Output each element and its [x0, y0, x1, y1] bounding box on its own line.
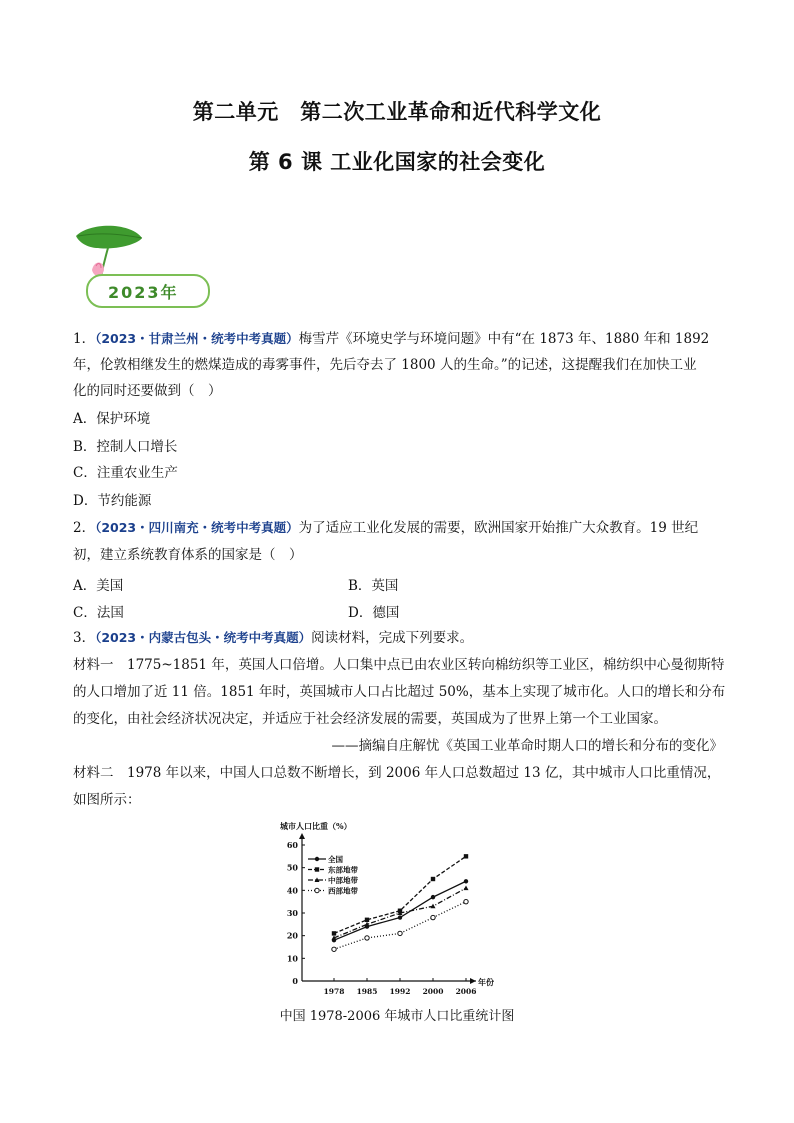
year-label: 2023年 — [108, 283, 179, 302]
q2-line2: 初，建立系统教育体系的国家是（ ） — [73, 547, 303, 563]
year-badge — [70, 222, 220, 310]
q1-number: 1． — [73, 331, 96, 347]
x-tick-label: 2006 — [455, 987, 477, 996]
q1-option-c[interactable]: C．注重农业生产 — [73, 465, 178, 481]
y-tick-label: 10 — [286, 953, 298, 964]
q3-material2-line2: 如图所示： — [73, 792, 141, 808]
series-national-point — [431, 895, 435, 899]
legend-label: 全国 — [328, 855, 343, 864]
y-tick-label: 0 — [292, 976, 298, 986]
y-axis-label: 城市人口比重（%） — [280, 821, 352, 831]
legend-marker — [315, 888, 319, 892]
q3-material1-line1: 材料一 1775~1851 年，英国人口倍增。人口集中点已由农业区转向棉纺织等工业区，棉纺织中心曼彻斯特 — [73, 657, 725, 673]
q1-option-a[interactable]: A．保护环境 — [73, 411, 151, 427]
q3-number: 3． — [73, 630, 96, 646]
q1-option-d[interactable]: D．节约能源 — [73, 493, 152, 509]
q2-number: 2． — [73, 520, 96, 536]
series-west-point — [431, 915, 435, 919]
chart-caption: 中国 1978-2006 年城市人口比重统计图 — [279, 1009, 515, 1024]
q3-material1-source: ——摘编自庄解忧《英国工业革命时期人口的增长和分布的变化》 — [331, 738, 723, 754]
series-east-point — [431, 877, 435, 881]
lesson-title: 第 6 课 工业化国家的社会变化 — [248, 150, 546, 174]
q2-text: 为了适应工业化发展的需要，欧洲国家开始推广大众教育。19 世纪 — [298, 520, 699, 536]
x-tick-label: 1978 — [323, 987, 345, 996]
x-tick-label: 2000 — [422, 987, 444, 996]
legend-marker — [315, 867, 319, 871]
q2-source: （2023・四川南充・统考中考真题） — [95, 520, 299, 535]
q2-line1 — [73, 518, 723, 538]
series-national-point — [398, 915, 402, 919]
q3-material1-line2: 的人口增加了近 11 倍。1851 年时，英国城市人口占比超过 50%，基本上实现了城市化。人口的增长和分布 — [73, 684, 726, 700]
x-tick-label: 1985 — [356, 987, 378, 996]
urban-population-chart — [276, 815, 516, 1000]
q3-material2-line1: 材料二 1978 年以来，中国人口总数不断增长，到 2006 年人口总数超过 13 亿，其中城市人口比重情况， — [73, 765, 721, 781]
q2-option-c[interactable]: C．法国 — [73, 605, 124, 621]
y-tick-label: 40 — [286, 885, 298, 896]
x-axis-label: 年份 — [478, 977, 494, 987]
y-tick-label: 50 — [286, 862, 298, 873]
x-axis-arrow-icon — [470, 978, 476, 984]
q3-text: 阅读材料，完成下列要求。 — [311, 630, 474, 646]
q2-option-d[interactable]: D．德国 — [348, 605, 400, 621]
series-west-point — [464, 899, 468, 903]
q3-source: （2023・内蒙古包头・统考中考真题） — [95, 630, 312, 645]
q1-text: 梅雪芹《环境史学与环境问题》中有“在 1873 年、1880 年和 1892 — [298, 331, 710, 347]
q2-option-b[interactable]: B．英国 — [348, 578, 399, 594]
legend-label: 中部地带 — [328, 876, 358, 885]
y-tick-label: 20 — [286, 930, 298, 941]
series-west-point — [332, 947, 336, 951]
q3-material1-line3: 的变化，由社会经济状况决定，并适应于社会经济发展的需要，英国成为了世界上第一个工业国家。 — [73, 711, 667, 727]
series-central-point — [464, 885, 469, 890]
series-east-point — [365, 918, 369, 922]
series-east-point — [464, 854, 468, 858]
q2-option-a[interactable]: A．美国 — [73, 578, 124, 594]
y-tick-label: 60 — [286, 840, 298, 850]
q1-line1 — [73, 329, 723, 349]
series-west-point — [398, 931, 402, 935]
q1-line3: 化的同时还要做到（ ） — [73, 383, 222, 399]
series-west-point — [365, 936, 369, 940]
q1-source: （2023・甘肃兰州・统考中考真题） — [95, 331, 299, 346]
unit-title: 第二单元 第二次工业革命和近代科学文化 — [192, 100, 602, 124]
y-tick-label: 30 — [286, 908, 298, 918]
series-national-point — [464, 879, 468, 883]
q1-option-b[interactable]: B．控制人口增长 — [73, 439, 178, 455]
y-axis-arrow-icon — [299, 833, 305, 839]
legend-marker — [315, 857, 319, 861]
x-tick-label: 1992 — [389, 987, 411, 996]
legend-label: 东部地带 — [328, 865, 358, 875]
q1-line2: 年，伦敦相继发生的燃煤造成的毒雾事件，先后夺去了 1800 人的生命。”的记述，这提醒我们在加快工业 — [73, 357, 697, 373]
q3-line1 — [73, 628, 723, 648]
series-east-point — [332, 931, 336, 935]
legend-label: 西部地带 — [328, 886, 358, 896]
